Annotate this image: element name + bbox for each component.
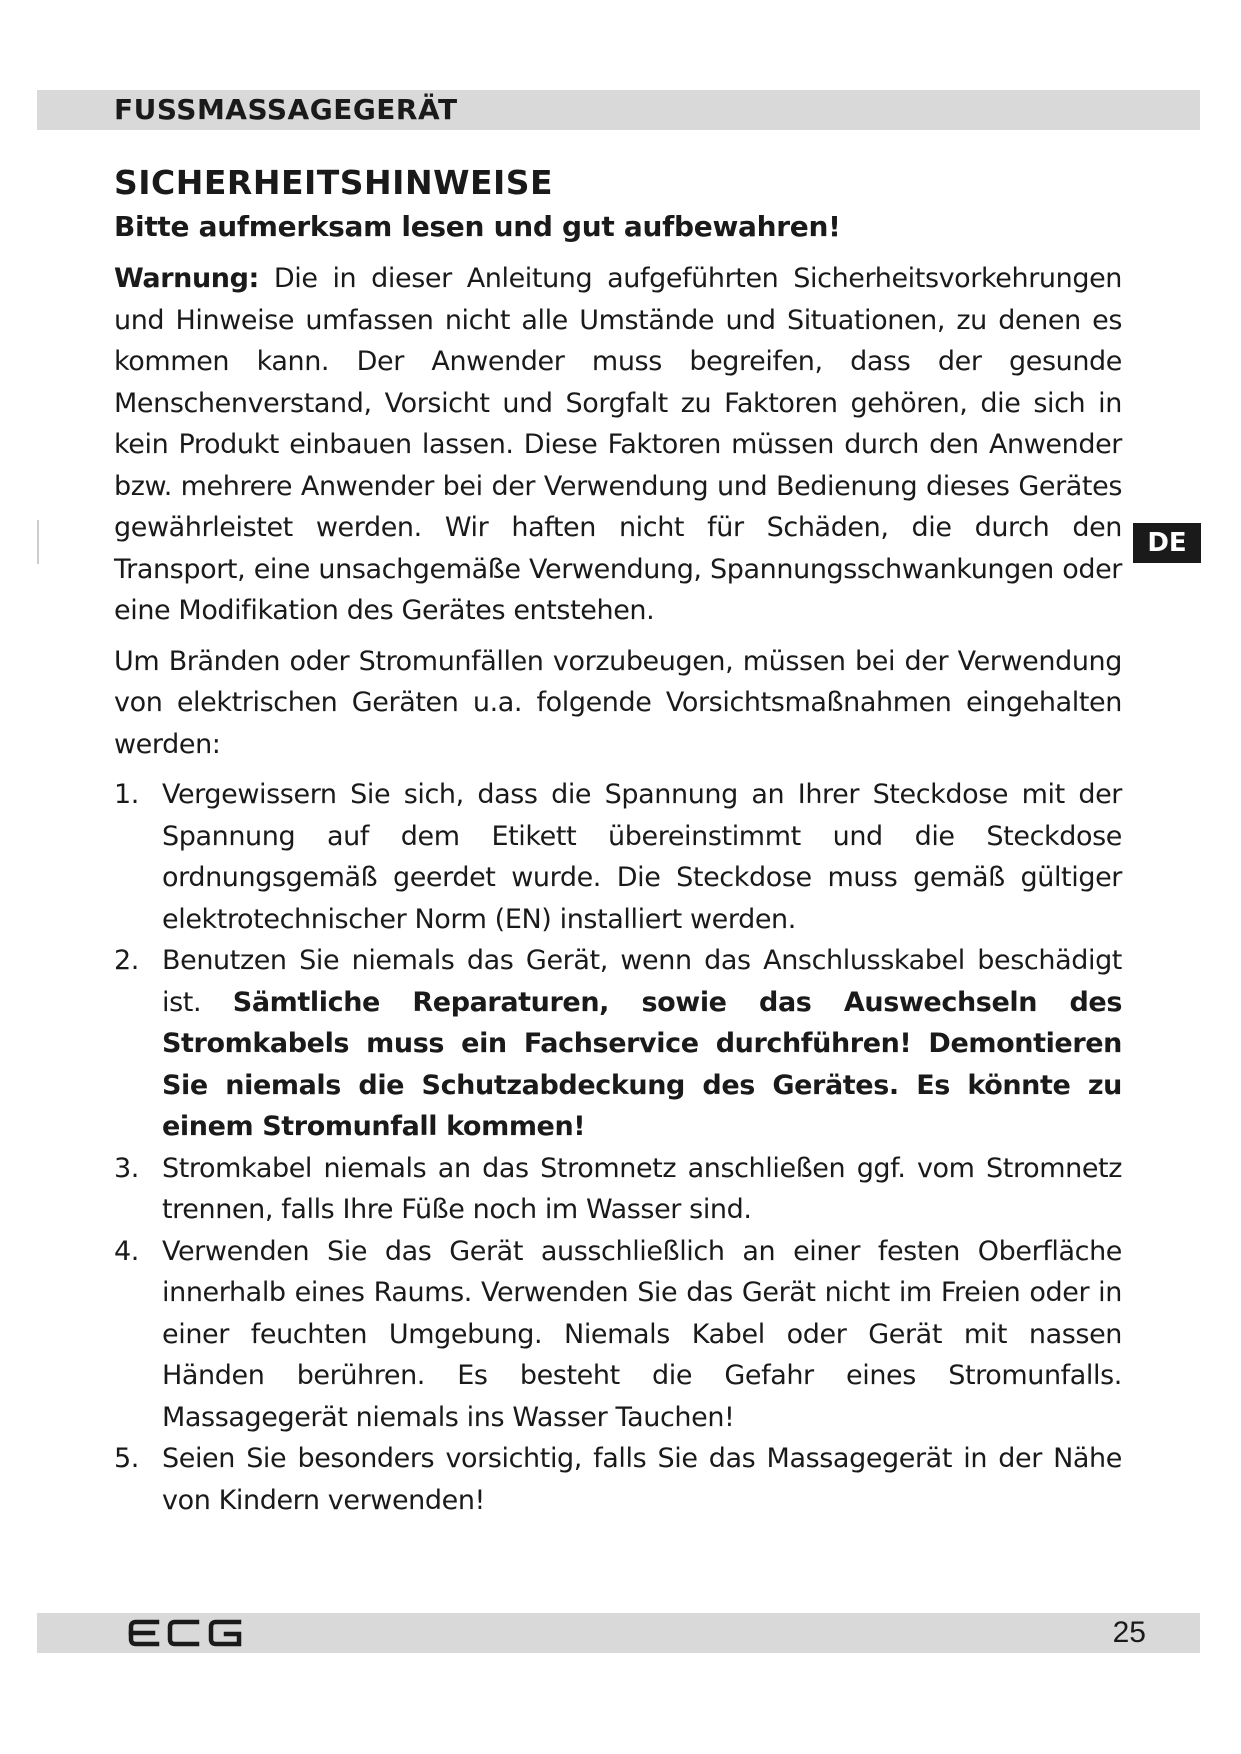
list-item [114,940,1122,1148]
list-item-number: 5. [114,1443,139,1474]
list-item-number: 2. [114,945,139,976]
list-item-number: 4. [114,1235,139,1267]
ecg-logo [127,1617,247,1649]
footer-bar [37,1613,1200,1653]
intro-paragraph: Um Bränden oder Stromunfällen vorzubeugen, müssen bei der Verwendung von elektrischen Geräten u.a. folgende Vorsichtsmaßnahmen eingehalten werden: [114,645,1122,760]
list-item-text: Verwenden Sie das Gerät ausschließlich an einer festen Oberfläche innerhalb eines Raums. Verwenden Sie das Gerät nicht im Freien oder in einer feuchten Umgebung. Niemals Kabel oder Gerät mit nassen Händen berühren. Es besteht die Gefahr eines Stromunfalls. Massagegerät niemals ins Wasser Tauchen! [162,1235,1122,1433]
list-item-text: Stromkabel niemals an das Stromnetz anschließen ggf. vom Stromnetz trennen, falls Ihre Füße noch im Wasser sind. [162,1152,1122,1225]
page-number: 25 [1112,1616,1146,1649]
section-subtitle: Bitte aufmerksam lesen und gut aufbewahren! [114,210,841,243]
main-content [114,162,1122,1521]
warning-paragraph [114,258,1122,632]
list-item [114,1231,1122,1439]
safety-rules-list [114,774,1122,1521]
list-item-number: 3. [114,1152,139,1184]
language-tab: DE [1133,523,1201,563]
margin-mark [37,520,39,564]
list-item [114,1438,1122,1521]
list-item-text: Vergewissern Sie sich, dass die Spannung an Ihrer Steckdose mit der Spannung auf dem Etikett übereinstimmt und die Steckdose ordnungsgemäß geerdet wurde. Die Steckdose muss gemäß gültiger elektrotechnischer Norm (EN) installiert werden. [162,779,1122,935]
warning-label: Warnung: [114,263,259,294]
section-title: SICHERHEITSHINWEISE [114,163,554,202]
list-item-bold-text: Sämtliche Reparaturen, sowie das Auswechseln des Stromkabels muss ein Fachservice durchführen! Demontieren Sie niemals die Schutzabdeckung des Gerätes. Es könnte zu einem Stromunfall kommen! [162,986,1122,1142]
list-item [114,1148,1122,1231]
document-title: FUSSMASSAGEGERÄT [114,93,458,126]
header-bar [37,90,1200,130]
warning-text: Die in dieser Anleitung aufgeführten Sicherheitsvorkehrungen und Hinweise umfassen nicht alle Umstände und Situationen, zu denen es kommen kann. Der Anwender muss begreifen, dass der gesunde Menschenverstand, Vorsicht und Sorgfalt zu Faktoren gehören, die sich in kein Produkt einbauen lassen. Diese Faktoren müssen durch den Anwender bzw. mehrere Anwender bei der Verwendung und Bedienung dieses Gerätes gewährleistet werden. Wir haften nicht für Schäden, die durch den Transport, eine unsachgemäße Verwendung, Spannungsschwankungen oder eine Modifikation des Gerätes entstehen. [114,263,1122,626]
list-item-number: 1. [114,779,139,810]
list-item-text: Benutzen Sie niemals das Gerät, wenn das Anschlusskabel beschädigt ist. [162,945,1122,1018]
list-item [114,774,1122,940]
list-item-text: Seien Sie besonders vorsichtig, falls Sie das Massagegerät in der Nähe von Kindern verwenden! [162,1443,1122,1516]
